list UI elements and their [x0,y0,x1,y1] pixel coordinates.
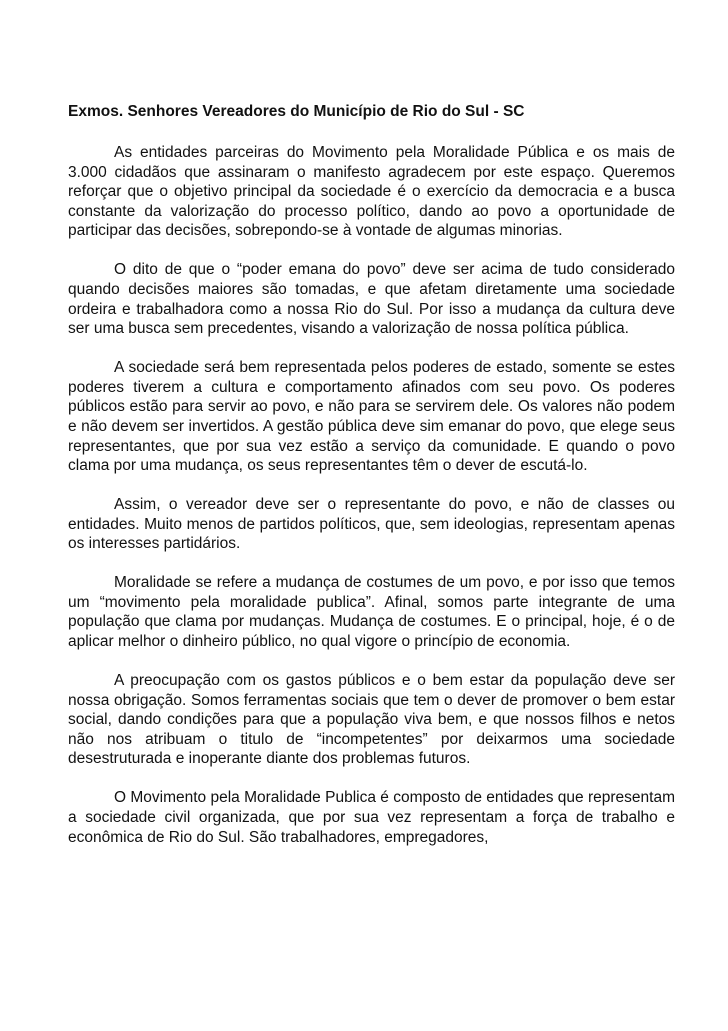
paragraph-2: O dito de que o “poder emana do povo” deve ser acima de tudo considerado quando decisões maiores são tomadas, e que afetam diretamente uma sociedade ordeira e trabalhadora como a nossa Rio do Sul. Por isso a mudança da cultura deve ser uma busca sem precedentes, visando a valorização de nossa política pública. [68,261,675,338]
paragraph-4: Assim, o vereador deve ser o representante do povo, e não de classes ou entidades. Muito menos de partidos políticos, que, sem ideologias, representam apenas os interesses partidários. [68,496,675,553]
document-page [68,101,675,867]
letter-salutation: Exmos. Senhores Vereadores do Município de Rio do Sul - SC [68,103,525,120]
paragraph-6: A preocupação com os gastos públicos e o bem estar da população deve ser nossa obrigação. Somos ferramentas sociais que tem o dever de promover o bem estar social, dando condições para que a população viva bem, e que nossos filhos e netos não nos atribuam o titulo de “incompetentes” por deixarmos uma sociedade desestruturada e inoperante diante dos problemas futuros. [68,672,675,768]
paragraph-3: A sociedade será bem representada pelos poderes de estado, somente se estes poderes tiverem a cultura e comportamento afinados com seu povo. Os poderes públicos estão para servir ao povo, e não para se servirem dele. Os valores não podem e não devem ser invertidos. A gestão pública deve sim emanar do povo, que elege seus representantes, que por sua vez estão a serviço da comunidade. E quando o povo clama por uma mudança, os seus representantes têm o dever de escutá-lo. [68,359,675,475]
paragraph-5: Moralidade se refere a mudança de costumes de um povo, e por isso que temos um “movimento pela moralidade publica”. Afinal, somos parte integrante de uma população que clama por mudanças. Mudança de costumes. E o principal, hoje, é o de aplicar melhor o dinheiro público, no qual vigore o princípio de economia. [68,574,675,651]
paragraph-7: O Movimento pela Moralidade Publica é composto de entidades que representam a sociedade civil organizada, que por sua vez representam a força de trabalho e econômica de Rio do Sul. São trabalhadores, empregadores, [68,789,675,846]
paragraph-1: As entidades parceiras do Movimento pela Moralidade Pública e os mais de 3.000 cidadãos que assinaram o manifesto agradecem por este espaço. Queremos reforçar que o objetivo principal da sociedade é o exercício da democracia e a busca constante da valorização do processo político, dando ao povo a oportunidade de participar das decisões, sobrepondo-se à vontade de algumas minorias. [68,144,675,240]
